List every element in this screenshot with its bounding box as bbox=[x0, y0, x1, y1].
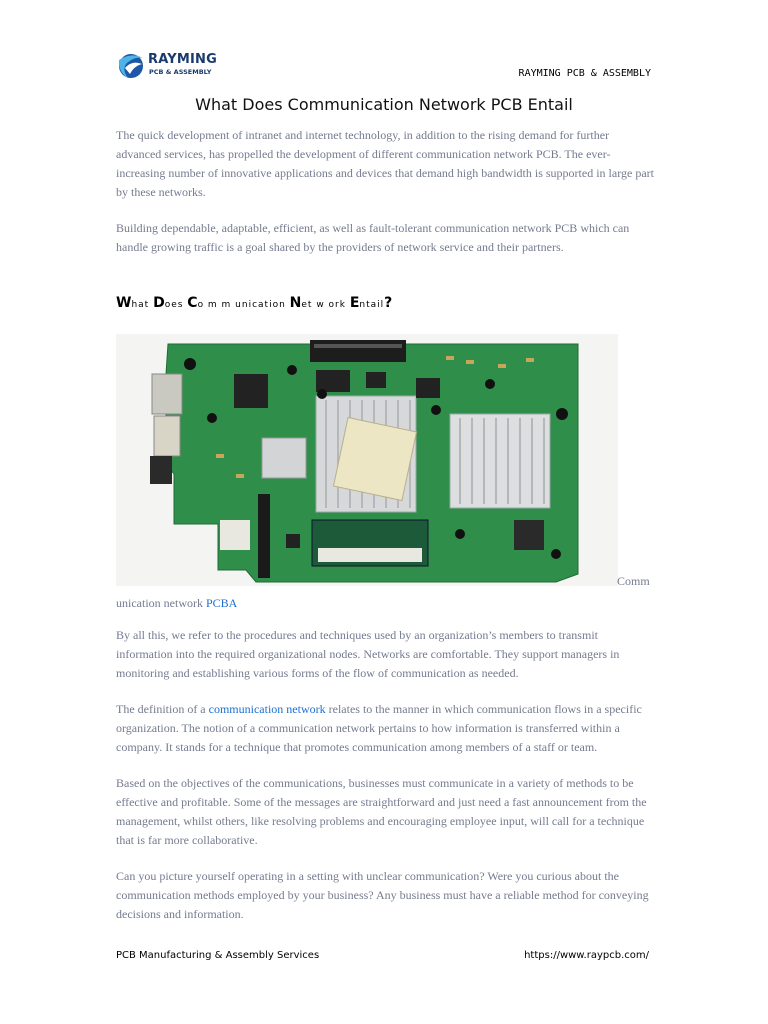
pcb-board-image bbox=[116, 334, 618, 586]
logo-name: RAYMING bbox=[148, 52, 217, 67]
paragraph-6: Can you picture yourself operating in a setting with unclear communication? Were you curious about the communication methods employed by your business? Any business must have a reliable method for conveying decisions and information. bbox=[116, 869, 649, 921]
image-caption: unication network PCBA bbox=[116, 596, 238, 610]
communication-network-link[interactable]: communication network bbox=[208, 702, 326, 716]
image-caption-start: Comm bbox=[617, 574, 650, 588]
page-title: What Does Communication Network PCB Entail bbox=[195, 95, 573, 114]
section-heading: What Does Co m m unication Net w ork Entail? bbox=[116, 295, 393, 311]
footer-services: PCB Manufacturing & Assembly Services bbox=[116, 950, 320, 961]
intro-paragraph-2: Building dependable, adaptable, efficient, as well as fault-tolerant communication network PCB which can handle growing traffic is a goal shared by the providers of network service and their partners. bbox=[116, 221, 630, 254]
header-company-name: RAYMING PCB & ASSEMBLY bbox=[518, 68, 651, 79]
paragraph-4: The definition of a communication network relates to the manner in which communication flows in a specific organization. The notion of a communication network pertains to how information is transferred within a company. It stands for a technique that promotes communication among members of a staff or team. bbox=[116, 702, 642, 754]
intro-paragraph-1: The quick development of intranet and internet technology, in addition to the rising demand for further advanced services, has propelled the development of different communication network PCB. The ever-increasing number of innovative applications and devices that demand high bandwidth is supported in large part by these networks. bbox=[116, 128, 654, 199]
pcba-link[interactable]: PCBA bbox=[205, 596, 238, 610]
logo-subtitle: PCB & ASSEMBLY bbox=[149, 68, 212, 76]
logo-swirl-icon bbox=[116, 50, 146, 82]
paragraph-3: By all this, we refer to the procedures and techniques used by an organization’s members to transmit information into the required organizational nodes. Networks are comfortable. They support managers in monitoring and establishing various forms of the flow of communication as needed. bbox=[116, 628, 620, 680]
rayming-logo bbox=[116, 50, 216, 82]
footer-url: https://www.raypcb.com/ bbox=[524, 950, 649, 961]
paragraph-5: Based on the objectives of the communications, businesses must communicate in a variety of methods to be effective and profitable. Some of the messages are straightforward and just need a fast announcement from the management, whilst others, like resolving problems and encouraging employee input, will call for a technique that is far more collaborative. bbox=[116, 776, 647, 847]
